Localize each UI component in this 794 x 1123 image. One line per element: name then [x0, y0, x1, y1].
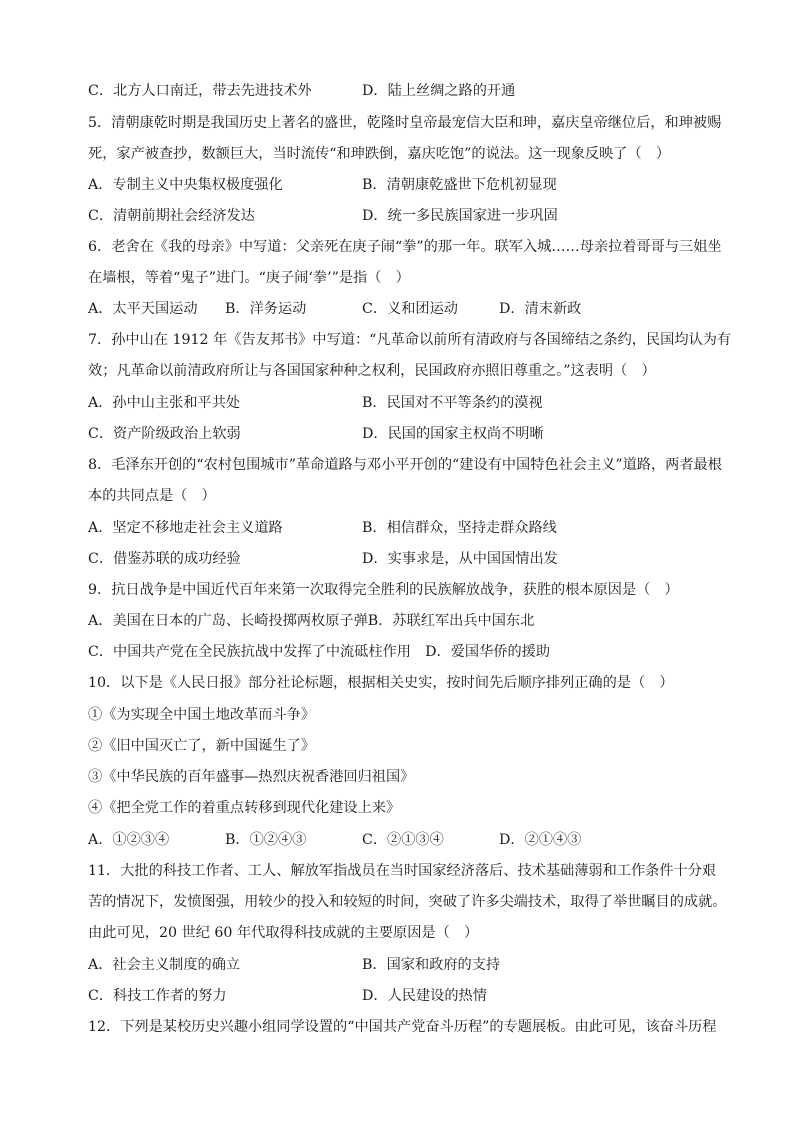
- q6-stem-line-2: 在墙根，等着“鬼子”进门。“庚子闹‘拳’”是指（ ）: [88, 270, 410, 286]
- option-b: B．国家和政府的支持: [362, 957, 501, 973]
- q7-stem-line-1: 7．孙中山在 1912 年《告友邦书》中写道：“凡革命以前所有清政府与各国缔结之条约，民国均认为有: [88, 332, 732, 348]
- option-a: A．太平天国运动: [88, 301, 198, 317]
- q11-stem-line-1: 11．大批的科技工作者、工人、解放军指战员在当时国家经济落后、技术基础薄弱和工作条件十分艰: [88, 863, 717, 879]
- option-c: C．科技工作者的努力: [88, 988, 227, 1004]
- option-a: A．①②③④: [88, 832, 170, 848]
- option-c: C．北方人口南迁，带去先进技术外: [88, 83, 312, 99]
- q4-options-cd: [88, 81, 706, 101]
- q11-options-ab: [88, 955, 706, 975]
- q10-item-3: ③《中华民族的百年盛事—热烈庆祝香港回归祖国》: [88, 769, 415, 785]
- q9-stem: 9．抗日战争是中国近代百年来第一次取得完全胜利的民族解放战争，获胜的根本原因是（ ）: [88, 582, 679, 598]
- q7-stem-line-2: 效；凡革命以前清政府所让与各国国家种种之权利，民国政府亦照旧尊重之。”这表明（ ）: [88, 363, 656, 379]
- option-c: C．②①③④: [362, 832, 444, 848]
- q10-stem: 10．以下是《人民日报》部分社论标题，根据相关史实，按时间先后顺序排列正确的是（ ）: [88, 675, 674, 691]
- option-b: B．①②④③: [225, 832, 307, 848]
- option-c: C．资产阶级政治上软弱: [88, 426, 241, 442]
- q5-stem-line-2: 死，家产被查抄，数额巨大，当时流传“和珅跌倒，嘉庆吃饱”的说法。这一现象反映了（ ）: [88, 146, 671, 162]
- option-b: B．清朝康乾盛世下危机初显现: [362, 177, 557, 193]
- q5-stem-line-1: 5．清朝康乾时期是我国历史上著名的盛世，乾隆时皇帝最宠信大臣和珅，嘉庆皇帝继位后，和珅被赐: [88, 115, 722, 131]
- q5-options-cd: [88, 206, 706, 226]
- q11-stem-line-2: 苦的情况下，发愤图强，用较少的投入和较短的时间，突破了许多尖端技术，取得了举世瞩目的成就。: [88, 894, 727, 910]
- q8-options-cd: [88, 549, 706, 569]
- option-a: A．社会主义制度的确立: [88, 957, 241, 973]
- option-d: D．人民建设的热情: [362, 988, 487, 1004]
- q8-options-ab: [88, 518, 706, 538]
- option-d: D．②①④③: [499, 832, 582, 848]
- q8-stem-line-1: 8．毛泽东开创的“农村包围城市”革命道路与邓小平开创的“建设有中国特色社会主义”道路，两者最根: [88, 457, 722, 473]
- option-d: D．民国的国家主权尚不明晰: [362, 426, 544, 442]
- option-d: D．陆上丝绸之路的开通: [362, 83, 516, 99]
- q11-options-cd: [88, 986, 706, 1006]
- q7-options-ab: [88, 393, 706, 413]
- q5-options-ab: [88, 175, 706, 195]
- q9-options-ab: A．美国在日本的广岛、长崎投掷两枚原子弹B．苏联红军出兵中国东北: [88, 613, 535, 629]
- option-c: C．借鉴苏联的成功经验: [88, 551, 241, 567]
- q10-item-2: ②《旧中国灭亡了，新中国诞生了》: [88, 738, 316, 754]
- q6-options: [88, 299, 706, 319]
- option-c: C．清朝前期社会经济发达: [88, 208, 255, 224]
- q9-options-cd: C．中国共产党在全民族抗战中发挥了中流砥柱作用 D．爱国华侨的援助: [88, 644, 551, 660]
- option-d: D．实事求是，从中国国情出发: [362, 551, 558, 567]
- q7-options-cd: [88, 424, 706, 444]
- option-b: B．洋务运动: [225, 301, 307, 317]
- option-a: A．坚定不移地走社会主义道路: [88, 520, 283, 536]
- option-a: A．专制主义中央集权极度强化: [88, 177, 283, 193]
- option-d: D．统一多民族国家进一步巩固: [362, 208, 558, 224]
- q10-options: [88, 830, 706, 850]
- q11-stem-line-3: 由此可见，20 世纪 60 年代取得科技成就的主要原因是（ ）: [88, 925, 479, 941]
- option-a: A．孙中山主张和平共处: [88, 395, 241, 411]
- option-d: D．清末新政: [499, 301, 582, 317]
- q10-item-4: ④《把全党工作的着重点转移到现代化建设上来》: [88, 800, 401, 816]
- option-c: C．义和团运动: [362, 301, 458, 317]
- option-b: B．民国对不平等条约的漠视: [362, 395, 543, 411]
- q10-item-1: ①《为实现全中国土地改革而斗争》: [88, 707, 316, 723]
- q6-stem-line-1: 6．老舍在《我的母亲》中写道：父亲死在庚子闹“拳”的那一年。联军入城……母亲拉着哥哥与三姐坐: [88, 239, 722, 255]
- q12-stem-line-1: 12．下列是某校历史兴趣小组同学设置的“中国共产党奋斗历程”的专题展板。由此可见，该奋斗历程: [88, 1019, 717, 1035]
- q8-stem-line-2: 本的共同点是（ ）: [88, 488, 216, 504]
- option-b: B．相信群众，坚持走群众路线: [362, 520, 557, 536]
